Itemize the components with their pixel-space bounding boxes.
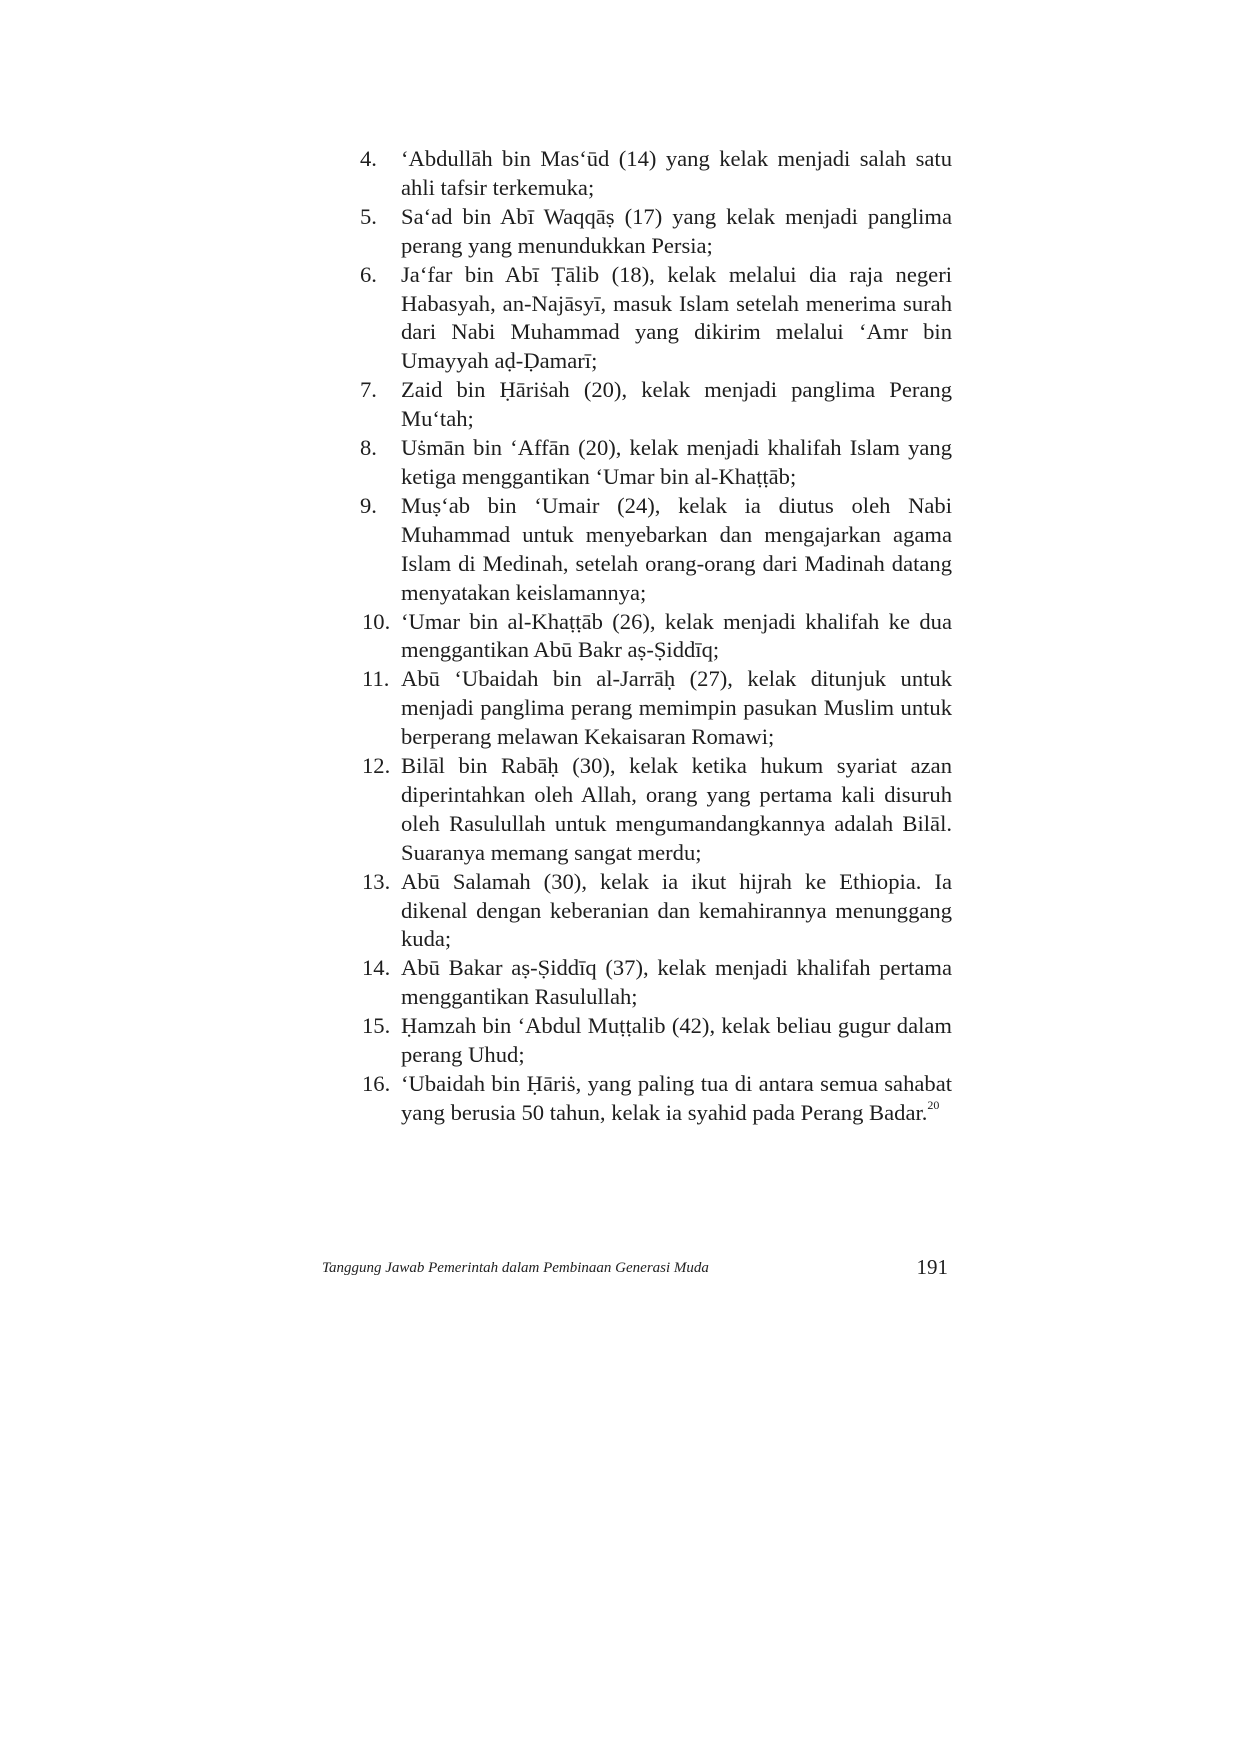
item-text: Abū ‘Ubaidah bin al-Jarrāḥ (27), kelak ditunjuk untuk menjadi panglima perang memimpin pasukan Muslim untuk berperang melawan Kekaisaran Romawi; xyxy=(401,666,952,750)
item-text: Sa‘ad bin Abī Waqqāṣ (17) yang kelak menjadi panglima perang yang menundukkan Persia; xyxy=(401,203,952,258)
list-item xyxy=(360,1012,952,1070)
item-text: Muṣ‘ab bin ‘Umair (24), kelak ia diutus oleh Nabi Muhammad untuk menyebarkan dan mengajarkan agama Islam di Medinah, setelah orang-orang dari Madinah datang menyatakan keislamannya; xyxy=(401,492,952,605)
item-text: Abū Bakar aṣ-Ṣiddīq (37), kelak menjadi khalifah pertama menggantikan Rasulullah; xyxy=(401,955,952,1010)
item-text: ‘Ubaidah bin Ḥāriṡ, yang paling tua di antara semua sahabat yang berusia 50 tahun, kelak ia syahid pada Perang Badar. xyxy=(401,1071,952,1125)
item-number: 6. xyxy=(360,261,377,287)
item-text: ‘Abdullāh bin Mas‘ūd (14) yang kelak menjadi salah satu ahli tafsir terkemuka; xyxy=(401,146,952,200)
item-number: 11. xyxy=(362,666,390,692)
item-text: Zaid bin Ḥāriṡah (20), kelak menjadi panglima Perang Mu‘tah; xyxy=(401,377,952,432)
list-item xyxy=(360,954,952,1012)
list-item xyxy=(360,752,952,868)
item-text: Uṡmān bin ‘Affān (20), kelak menjadi khalifah Islam yang ketiga menggantikan ‘Umar bin al-Khaṭṭāb; xyxy=(401,435,952,489)
item-number: 4. xyxy=(360,146,377,171)
list-item xyxy=(360,608,952,666)
item-number: 5. xyxy=(360,203,377,229)
item-number: 13. xyxy=(362,868,391,894)
item-text: Bilāl bin Rabāḥ (30), kelak ketika hukum syariat azan diperintahkan oleh Allah, orang yang pertama kali disuruh oleh Rasulullah untuk mengumandangkannya adalah Bilāl. Suaranya memang sangat merdu; xyxy=(401,753,952,865)
item-text: Ḥamzah bin ‘Abdul Muṭṭalib (42), kelak beliau gugur dalam perang Uhud; xyxy=(401,1013,952,1068)
list-item xyxy=(360,1070,952,1128)
item-number: 10. xyxy=(362,608,391,634)
list-item xyxy=(360,376,952,434)
list-item xyxy=(360,665,952,752)
running-title: Tanggung Jawab Pemerintah dalam Pembinaan Generasi Muda xyxy=(322,1260,709,1276)
item-number: 9. xyxy=(360,492,377,518)
page-number: 191 xyxy=(916,1255,948,1279)
item-number: 14. xyxy=(362,955,391,981)
list-item xyxy=(360,492,952,608)
list-item xyxy=(360,203,952,261)
list-item xyxy=(360,434,952,492)
list-item xyxy=(360,261,952,377)
item-number: 15. xyxy=(362,1013,391,1039)
list-item xyxy=(360,145,952,203)
page-footer xyxy=(322,1254,948,1284)
item-number: 7. xyxy=(360,377,377,403)
footnote-marker: 20 xyxy=(927,1097,940,1112)
companions-list xyxy=(360,145,952,1128)
item-number: 12. xyxy=(362,753,391,779)
item-text: Ja‘far bin Abī Ṭālib (18), kelak melalui dia raja negeri Habasyah, an-Najāsyī, masuk Islam setelah menerima surah dari Nabi Muhammad yang dikirim melalui ‘Amr bin Umayyah aḍ-Ḍamarī; xyxy=(401,261,952,374)
item-number: 8. xyxy=(360,435,377,461)
list-item xyxy=(360,868,952,955)
item-text: ‘Umar bin al-Khaṭṭāb (26), kelak menjadi khalifah ke dua menggantikan Abū Bakr aṣ-Ṣiddīq; xyxy=(401,608,952,663)
item-text: Abū Salamah (30), kelak ia ikut hijrah ke Ethiopia. Ia dikenal dengan keberanian dan kemahirannya menunggang kuda; xyxy=(401,868,952,952)
item-number: 16. xyxy=(362,1071,391,1096)
